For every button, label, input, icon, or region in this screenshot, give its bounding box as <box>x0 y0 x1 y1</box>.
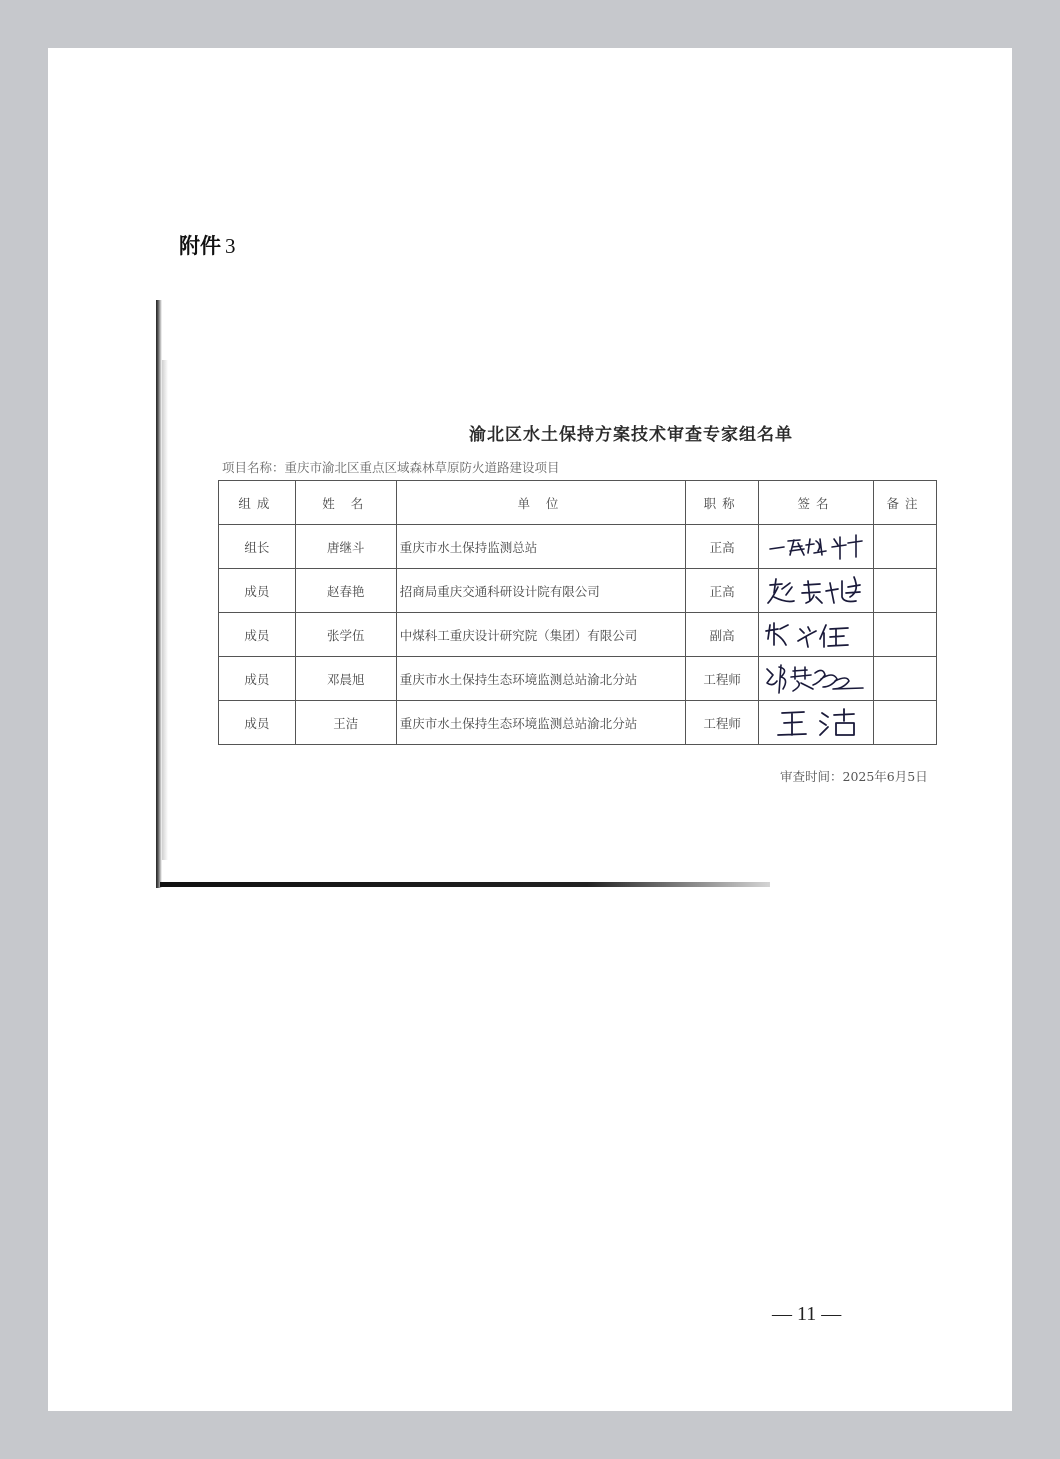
row-title: 正高 <box>686 525 759 569</box>
row-unit: 重庆市水土保持监测总站 <box>396 525 685 569</box>
signature-cell <box>759 657 874 701</box>
scan-bottom-edge <box>160 882 770 887</box>
page-number: — 11 — <box>772 1303 842 1325</box>
handwritten-signature <box>764 531 868 563</box>
header-note: 备注 <box>874 481 937 525</box>
table-row <box>219 525 937 569</box>
review-date: 审查时间：2025年6月5日 <box>780 769 928 784</box>
row-title: 正高 <box>686 569 759 613</box>
document-page <box>48 48 1012 1411</box>
handwritten-signature <box>764 619 868 651</box>
row-name: 赵春艳 <box>295 569 396 613</box>
signature-cell <box>759 613 874 657</box>
row-role: 组长 <box>219 525 296 569</box>
row-unit: 招商局重庆交通科研设计院有限公司 <box>396 569 685 613</box>
form-title: 渝北区水土保持方案技术审查专家组名单 <box>469 425 793 445</box>
table-row <box>219 701 937 745</box>
header-sign: 签名 <box>759 481 874 525</box>
row-note <box>874 569 937 613</box>
signature-cell <box>759 525 874 569</box>
handwritten-signature <box>764 705 868 741</box>
table-row <box>219 613 937 657</box>
header-name: 姓 名 <box>295 481 396 525</box>
row-name: 邓晨旭 <box>295 657 396 701</box>
row-name: 唐继斗 <box>295 525 396 569</box>
row-unit: 中煤科工重庆设计研究院（集团）有限公司 <box>396 613 685 657</box>
row-note <box>874 613 937 657</box>
row-name: 王洁 <box>295 701 396 745</box>
handwritten-signature <box>764 573 868 609</box>
handwritten-signature <box>763 661 869 697</box>
header-unit: 单 位 <box>396 481 685 525</box>
signature-cell <box>759 569 874 613</box>
attachment-label <box>179 230 236 260</box>
attachment-label-text: 附件 <box>179 234 221 258</box>
row-role: 成员 <box>219 701 296 745</box>
row-role: 成员 <box>219 657 296 701</box>
table-row <box>219 657 937 701</box>
row-note <box>874 701 937 745</box>
header-role: 组成 <box>219 481 296 525</box>
row-role: 成员 <box>219 613 296 657</box>
row-note <box>874 525 937 569</box>
expert-roster-table <box>218 480 937 745</box>
row-unit: 重庆市水土保持生态环境监测总站渝北分站 <box>396 657 685 701</box>
row-unit: 重庆市水土保持生态环境监测总站渝北分站 <box>396 701 685 745</box>
row-title: 副高 <box>686 613 759 657</box>
table-header-row <box>219 481 937 525</box>
attachment-number: 3 <box>225 234 236 258</box>
table-row <box>219 569 937 613</box>
project-name: 项目名称：重庆市渝北区重点区域森林草原防火道路建设项目 <box>222 460 560 475</box>
row-title: 工程师 <box>686 657 759 701</box>
row-note <box>874 657 937 701</box>
row-name: 张学伍 <box>295 613 396 657</box>
row-role: 成员 <box>219 569 296 613</box>
signature-cell <box>759 701 874 745</box>
header-title: 职称 <box>686 481 759 525</box>
scanned-form <box>156 300 986 888</box>
row-title: 工程师 <box>686 701 759 745</box>
